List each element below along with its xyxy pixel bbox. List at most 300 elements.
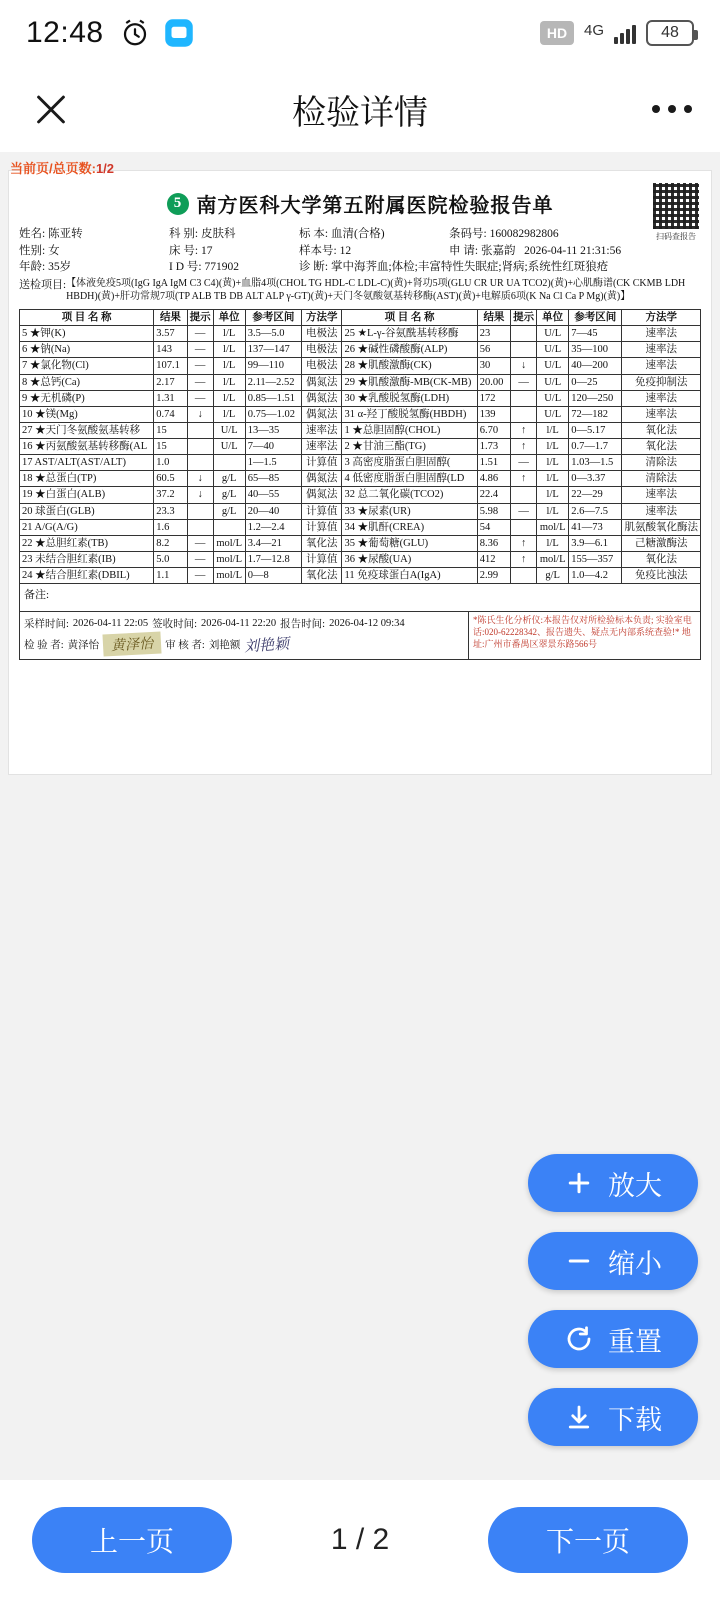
report-title: 南方医科大学第五附属医院检验报告单 <box>196 195 554 217</box>
report-time: 2026-04-12 09:34 <box>329 618 405 630</box>
item-ref-left: 2.11—2.52 <box>245 374 301 390</box>
item-unit-right: U/L <box>537 390 569 406</box>
item-value-left: 1.0 <box>154 455 187 471</box>
table-row <box>20 471 701 487</box>
page-count: 1 / 2 <box>330 1523 390 1556</box>
item-unit-right: mol/L <box>537 551 569 567</box>
item-method-left: 计算值 <box>302 519 342 535</box>
item-ref-left: 0.75—1.02 <box>245 406 301 422</box>
zoom-in-button[interactable] <box>528 1154 698 1212</box>
item-name-left: 8 ★总钙(Ca) <box>20 374 154 390</box>
send-items-label: 送检项目: <box>19 279 67 292</box>
item-ref-left: 0—8 <box>245 568 301 584</box>
page-indicator-label: 当前页/总页数: <box>10 161 96 176</box>
item-value-right: 2.99 <box>477 568 510 584</box>
item-unit-left: U/L <box>213 439 245 455</box>
item-value-right: 139 <box>477 406 510 422</box>
item-method-left: 偶氮法 <box>302 471 342 487</box>
zoom-in-label: 放大 <box>608 1170 662 1201</box>
name-label: 姓名: <box>19 228 46 240</box>
item-name-left: 9 ★无机磷(P) <box>20 390 154 406</box>
item-unit-left: l/L <box>213 358 245 374</box>
results-table <box>19 309 701 584</box>
item-value-left: 3.57 <box>154 326 187 342</box>
item-unit-right: U/L <box>537 358 569 374</box>
item-name-right: 25 ★L-γ-谷氨酰基转移酶 <box>342 326 477 342</box>
item-ref-left: 20—40 <box>245 503 301 519</box>
table-row <box>20 551 701 567</box>
item-ref-left: 99—110 <box>245 358 301 374</box>
item-flag-right: ↑ <box>511 471 537 487</box>
item-flag-right <box>511 390 537 406</box>
item-flag-right: ↓ <box>511 358 537 374</box>
item-flag-left: — <box>187 326 213 342</box>
footer-left <box>20 612 468 659</box>
th-value-right: 结果 <box>477 310 510 326</box>
remark-row <box>19 584 701 612</box>
item-flag-right: — <box>511 503 537 519</box>
item-value-right: 54 <box>477 519 510 535</box>
item-value-right: 172 <box>477 390 510 406</box>
auditor-value: 刘艳额 <box>208 639 241 651</box>
item-flag-right <box>511 519 537 535</box>
specimen-no-value: 12 <box>339 244 352 257</box>
item-name-right: 29 ★肌酸激酶-MB(CK-MB) <box>342 374 477 390</box>
item-value-left: 107.1 <box>154 358 187 374</box>
battery-icon <box>646 20 694 46</box>
item-ref-right: 120—250 <box>569 390 622 406</box>
item-value-left: 15 <box>154 422 187 438</box>
th-ref-left: 参考区间 <box>245 310 301 326</box>
item-name-right: 32 总二氧化碳(TCO2) <box>342 487 477 503</box>
item-unit-left <box>213 455 245 471</box>
page-indicator <box>10 158 114 177</box>
id-value: 771902 <box>204 261 239 274</box>
receive-label: 签收时间: <box>152 619 197 631</box>
apply-time: 2026-04-11 21:31:56 <box>524 244 622 257</box>
item-method-right: 氧化法 <box>622 439 701 455</box>
item-flag-left <box>187 422 213 438</box>
item-name-left: 6 ★钠(Na) <box>20 342 154 358</box>
item-flag-left: — <box>187 342 213 358</box>
item-flag-left: — <box>187 374 213 390</box>
item-ref-right: 0—25 <box>569 374 622 390</box>
item-ref-left: 0.85—1.51 <box>245 390 301 406</box>
status-bar <box>0 0 720 66</box>
item-value-left: 0.74 <box>154 406 187 422</box>
meta-row-1 <box>19 226 701 243</box>
item-value-left: 15 <box>154 439 187 455</box>
tester-label: 检 验 者: <box>24 639 64 651</box>
item-unit-left <box>213 519 245 535</box>
barcode-value: 160082982806 <box>489 228 559 240</box>
item-flag-right <box>511 487 537 503</box>
item-ref-right: 3.9—6.1 <box>569 535 622 551</box>
report-page <box>8 170 712 775</box>
item-flag-right <box>511 406 537 422</box>
item-name-left: 27 ★天门冬氨酸氨基转移 <box>20 422 154 438</box>
tester-value: 黄泽怡 <box>67 639 100 651</box>
item-value-right: 1.73 <box>477 439 510 455</box>
item-value-right: 4.86 <box>477 471 510 487</box>
footer-times <box>24 616 464 631</box>
item-method-right: 免疫比浊法 <box>622 568 701 584</box>
item-name-left: 16 ★丙氨酸氨基转移酶(AL <box>20 439 154 455</box>
footer-disclaimer: *陈氏生化分析仪:本报告仅对所检验标本负责; 实验室电话:020-62228342、报告遗失、疑点无内部系统查验!* 地址:广州市番禺区翠景东路566号 <box>468 612 700 659</box>
th-name-right: 项 目 名 称 <box>342 310 477 326</box>
nav-bar <box>0 66 720 152</box>
item-method-right: 速率法 <box>622 390 701 406</box>
item-flag-left: — <box>187 390 213 406</box>
item-flag-left <box>187 503 213 519</box>
document-viewer[interactable] <box>0 152 720 1480</box>
item-ref-right: 0.7—1.7 <box>569 439 622 455</box>
prev-page-button[interactable]: 上一页 <box>32 1507 232 1573</box>
network-label: 4G <box>583 22 604 39</box>
item-value-right: 23 <box>477 326 510 342</box>
item-name-right: 35 ★葡萄糖(GLU) <box>342 535 477 551</box>
item-flag-right <box>511 342 537 358</box>
item-value-left: 8.2 <box>154 535 187 551</box>
table-row <box>20 326 701 342</box>
item-name-right: 11 免疫球蛋白A(IgA) <box>342 568 477 584</box>
item-unit-right: l/L <box>537 503 569 519</box>
status-time: 12:48 <box>26 16 104 49</box>
age-label: 年龄: <box>19 261 46 274</box>
item-ref-right: 1.03—1.5 <box>569 455 622 471</box>
report-footer <box>19 612 701 660</box>
item-method-right: 速率法 <box>622 503 701 519</box>
item-unit-left: l/L <box>213 406 245 422</box>
auditor-signature: 刘艳颖 <box>243 636 290 656</box>
item-ref-left: 1.2—2.4 <box>245 519 301 535</box>
th-unit-left: 单位 <box>213 310 245 326</box>
patient-meta <box>19 226 701 303</box>
qr-code-icon <box>653 183 699 229</box>
item-flag-left <box>187 519 213 535</box>
item-method-right: 清除法 <box>622 455 701 471</box>
item-method-left: 氧化法 <box>302 568 342 584</box>
item-value-right: 1.51 <box>477 455 510 471</box>
item-value-right: 30 <box>477 358 510 374</box>
item-ref-right: 40—200 <box>569 358 622 374</box>
battery-level: 48 <box>661 24 679 41</box>
reset-icon <box>564 1324 594 1354</box>
diagnosis-label: 诊 断: <box>299 261 329 274</box>
next-page-button[interactable]: 下一页 <box>488 1507 688 1573</box>
item-value-right: 8.36 <box>477 535 510 551</box>
item-ref-right: 22—29 <box>569 487 622 503</box>
zoom-out-button[interactable] <box>528 1232 698 1290</box>
id-label: I D 号: <box>169 261 202 274</box>
item-value-left: 1.31 <box>154 390 187 406</box>
item-value-right: 56 <box>477 342 510 358</box>
item-unit-right: l/L <box>537 422 569 438</box>
receive-time: 2026-04-11 22:20 <box>201 618 277 630</box>
item-method-left: 氧化法 <box>302 535 342 551</box>
item-ref-right: 41—73 <box>569 519 622 535</box>
send-items-row <box>19 278 701 303</box>
item-ref-left: 40—55 <box>245 487 301 503</box>
item-unit-left: g/L <box>213 487 245 503</box>
item-unit-left: U/L <box>213 422 245 438</box>
item-value-left: 1.1 <box>154 568 187 584</box>
item-value-left: 5.0 <box>154 551 187 567</box>
item-method-left: 偶氮法 <box>302 406 342 422</box>
item-method-right: 清除法 <box>622 471 701 487</box>
item-value-left: 143 <box>154 342 187 358</box>
item-method-right: 速率法 <box>622 358 701 374</box>
item-ref-left: 1—1.5 <box>245 455 301 471</box>
item-name-left: 18 ★总蛋白(TP) <box>20 471 154 487</box>
more-options-icon[interactable] <box>652 105 692 113</box>
item-ref-right: 0—5.17 <box>569 422 622 438</box>
item-flag-left <box>187 455 213 471</box>
item-unit-left: mol/L <box>213 551 245 567</box>
item-unit-right: U/L <box>537 326 569 342</box>
hospital-logo-icon: 5 <box>167 193 189 215</box>
item-unit-right: l/L <box>537 487 569 503</box>
item-unit-left: l/L <box>213 390 245 406</box>
item-flag-left: ↓ <box>187 406 213 422</box>
table-row <box>20 439 701 455</box>
th-method-right: 方法学 <box>622 310 701 326</box>
reset-label: 重置 <box>608 1326 662 1357</box>
item-name-right: 30 ★乳酸脱氢酶(LDH) <box>342 390 477 406</box>
specimen-no-label: 样本号: <box>299 244 337 257</box>
item-value-left: 37.2 <box>154 487 187 503</box>
item-name-left: 21 A/G(A/G) <box>20 519 154 535</box>
item-ref-left: 13—35 <box>245 422 301 438</box>
item-ref-right: 2.6—7.5 <box>569 503 622 519</box>
table-row <box>20 406 701 422</box>
item-value-left: 2.17 <box>154 374 187 390</box>
item-flag-left: — <box>187 551 213 567</box>
pager-bar <box>0 1480 720 1600</box>
item-unit-left: l/L <box>213 342 245 358</box>
item-flag-left <box>187 439 213 455</box>
item-name-right: 1 ★总胆固醇(CHOL) <box>342 422 477 438</box>
item-method-right: 肌氨酸氧化酶法 <box>622 519 701 535</box>
item-unit-left: g/L <box>213 503 245 519</box>
sample-label: 标 本: <box>299 228 329 240</box>
th-flag-right: 提示 <box>511 310 537 326</box>
th-method-left: 方法学 <box>302 310 342 326</box>
auditor-label: 审 核 者: <box>165 639 205 651</box>
item-name-left: 22 ★总胆红素(TB) <box>20 535 154 551</box>
item-unit-right: U/L <box>537 374 569 390</box>
item-name-left: 7 ★氯化物(Cl) <box>20 358 154 374</box>
chat-app-icon <box>164 18 194 48</box>
item-value-left: 23.3 <box>154 503 187 519</box>
item-ref-left: 3.4—21 <box>245 535 301 551</box>
item-name-right: 2 ★甘油三酯(TG) <box>342 439 477 455</box>
item-unit-left: mol/L <box>213 535 245 551</box>
zoom-out-label: 缩小 <box>608 1248 662 1279</box>
applicant-value: 张嘉韵 <box>480 244 516 257</box>
signal-icon <box>614 22 636 44</box>
download-label: 下载 <box>608 1404 662 1435</box>
th-flag-left: 提示 <box>187 310 213 326</box>
item-value-left: 60.5 <box>154 471 187 487</box>
table-header-row <box>20 310 701 326</box>
item-method-right: 速率法 <box>622 342 701 358</box>
item-flag-right <box>511 326 537 342</box>
sample-value: 血清(合格) <box>330 228 385 240</box>
table-row <box>20 568 701 584</box>
dept-value: 皮肤科 <box>200 228 236 240</box>
item-unit-right: mol/L <box>537 519 569 535</box>
bed-label: 床 号: <box>169 244 199 257</box>
table-row <box>20 342 701 358</box>
item-method-right: 氧化法 <box>622 422 701 438</box>
bed-value: 17 <box>200 244 213 257</box>
status-right-icons <box>540 20 694 46</box>
item-flag-right: ↑ <box>511 439 537 455</box>
item-ref-right: 0—3.37 <box>569 471 622 487</box>
item-name-right: 4 低密度脂蛋白胆固醇(LD <box>342 471 477 487</box>
item-unit-left: mol/L <box>213 568 245 584</box>
table-row <box>20 503 701 519</box>
status-left-icons <box>120 18 194 48</box>
item-unit-left: l/L <box>213 326 245 342</box>
results-body <box>20 326 701 584</box>
remark-label: 备注: <box>24 589 50 602</box>
item-name-left: 10 ★镁(Mg) <box>20 406 154 422</box>
item-flag-right: ↑ <box>511 535 537 551</box>
reset-button[interactable] <box>528 1310 698 1368</box>
item-unit-right: l/L <box>537 535 569 551</box>
item-unit-right: l/L <box>537 455 569 471</box>
item-ref-right: 35—100 <box>569 342 622 358</box>
item-ref-left: 7—40 <box>245 439 301 455</box>
item-unit-right: g/L <box>537 568 569 584</box>
item-method-left: 计算值 <box>302 551 342 567</box>
table-row <box>20 374 701 390</box>
item-ref-left: 1.7—12.8 <box>245 551 301 567</box>
item-name-right: 31 α-羟丁酸脱氢酶(HBDH) <box>342 406 477 422</box>
sex-label: 性别: <box>19 244 46 257</box>
item-method-left: 速率法 <box>302 439 342 455</box>
item-ref-left: 3.5—5.0 <box>245 326 301 342</box>
item-value-right: 20.00 <box>477 374 510 390</box>
item-ref-right: 155—357 <box>569 551 622 567</box>
item-value-right: 412 <box>477 551 510 567</box>
download-button[interactable] <box>528 1388 698 1446</box>
item-unit-right: U/L <box>537 406 569 422</box>
tester-signature: 黄泽怡 <box>103 632 162 657</box>
sex-value: 女 <box>48 244 60 257</box>
item-flag-left: — <box>187 535 213 551</box>
item-unit-left: l/L <box>213 374 245 390</box>
page-indicator-value: 1/2 <box>95 161 115 176</box>
item-name-right: 36 ★尿酸(UA) <box>342 551 477 567</box>
diagnosis-value: 掌中海荠血;体检;丰富特性失眠症;肾病;系统性红斑狼疮 <box>330 261 609 274</box>
collect-time: 2026-04-11 22:05 <box>72 618 149 630</box>
item-method-left: 速率法 <box>302 422 342 438</box>
item-method-left: 电极法 <box>302 342 342 358</box>
dept-label: 科 别: <box>169 228 199 240</box>
meta-row-2 <box>19 243 701 260</box>
item-flag-left: ↓ <box>187 487 213 503</box>
item-flag-right: ↑ <box>511 422 537 438</box>
table-row <box>20 455 701 471</box>
item-value-left: 1.6 <box>154 519 187 535</box>
item-name-right: 34 ★肌酐(CREA) <box>342 519 477 535</box>
item-method-right: 速率法 <box>622 406 701 422</box>
th-name-left: 项 目 名 称 <box>20 310 154 326</box>
item-method-right: 速率法 <box>622 326 701 342</box>
alarm-clock-icon <box>120 18 150 48</box>
item-name-left: 23 未结合胆红素(IB) <box>20 551 154 567</box>
item-unit-left: g/L <box>213 471 245 487</box>
item-method-right: 速率法 <box>622 487 701 503</box>
item-ref-left: 65—85 <box>245 471 301 487</box>
item-method-left: 偶氮法 <box>302 390 342 406</box>
item-method-left: 计算值 <box>302 455 342 471</box>
item-method-left: 电极法 <box>302 326 342 342</box>
item-ref-right: 7—45 <box>569 326 622 342</box>
item-method-left: 计算值 <box>302 503 342 519</box>
th-unit-right: 单位 <box>537 310 569 326</box>
item-flag-right <box>511 568 537 584</box>
barcode-label: 条码号: <box>449 228 487 240</box>
footer-signers <box>24 633 464 655</box>
item-ref-right: 1.0—4.2 <box>569 568 622 584</box>
item-name-right: 33 ★尿素(UR) <box>342 503 477 519</box>
item-flag-left: — <box>187 568 213 584</box>
item-flag-right: — <box>511 455 537 471</box>
item-name-left: 20 球蛋白(GLB) <box>20 503 154 519</box>
item-ref-right: 72—182 <box>569 406 622 422</box>
item-method-right: 免疫抑制法 <box>622 374 701 390</box>
item-method-right: 氧化法 <box>622 551 701 567</box>
item-unit-right: U/L <box>537 342 569 358</box>
table-row <box>20 390 701 406</box>
item-name-right: 28 ★肌酸激酶(CK) <box>342 358 477 374</box>
item-flag-right: — <box>511 374 537 390</box>
item-flag-right: ↑ <box>511 551 537 567</box>
meta-row-3 <box>19 259 701 276</box>
item-value-right: 5.98 <box>477 503 510 519</box>
applicant-label: 申 请: <box>449 244 479 257</box>
item-name-right: 3 高密度脂蛋白胆固醇( <box>342 455 477 471</box>
table-row <box>20 422 701 438</box>
send-items-value: 【体液免疫5项(IgG IgA IgM C3 C4)(黄)+血脂4项(CHOL TG HDL-C LDL-C)(黄)+肾功5项(GLU CR UR UA TCO2)(黄)+心肌酶谱(CK CKMB LDH HBDH)(黄)+肝功常规7项(TP ALB TB DB ALT ALP γ-GT)(黄)+天门冬氨酸氨基转移酶(AST)(黄)+电解质6项(K Na Cl Ca P Mg)(黄)】 <box>66 278 686 302</box>
item-flag-left: ↓ <box>187 471 213 487</box>
viewer-tools <box>528 1154 698 1446</box>
item-value-right: 6.70 <box>477 422 510 438</box>
item-method-left: 偶氮法 <box>302 487 342 503</box>
patient-name: 陈亚转 <box>48 228 83 240</box>
table-row <box>20 535 701 551</box>
zoom-in-icon <box>564 1168 594 1198</box>
table-row <box>20 358 701 374</box>
table-row <box>20 487 701 503</box>
item-method-left: 偶氮法 <box>302 374 342 390</box>
collect-label: 采样时间: <box>24 619 69 631</box>
item-unit-right: l/L <box>537 471 569 487</box>
report-label: 报告时间: <box>280 619 326 631</box>
page-title: 检验详情 <box>292 93 428 132</box>
zoom-out-icon <box>564 1246 594 1276</box>
table-row <box>20 519 701 535</box>
item-ref-left: 137—147 <box>245 342 301 358</box>
item-flag-left: — <box>187 358 213 374</box>
download-icon <box>564 1402 594 1432</box>
hd-icon: HD <box>540 21 574 45</box>
item-method-left: 电极法 <box>302 358 342 374</box>
